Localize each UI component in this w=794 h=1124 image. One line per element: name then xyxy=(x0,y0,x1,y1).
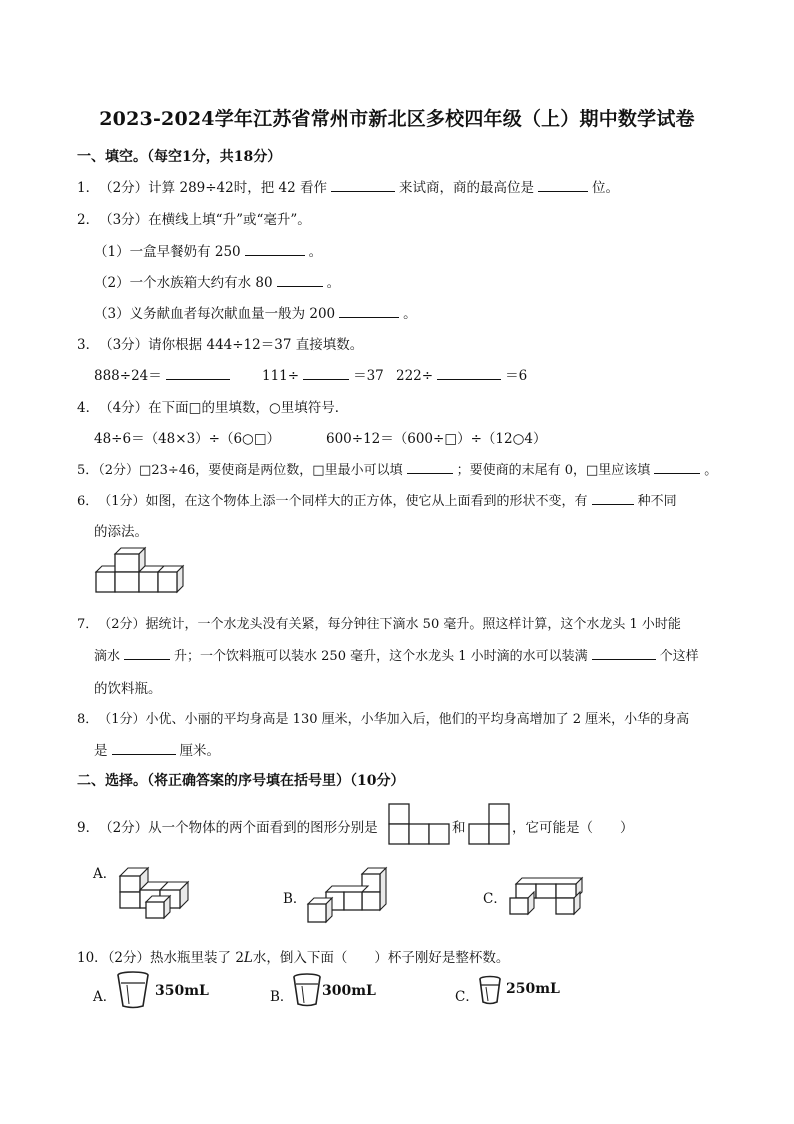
question-9-view-1 xyxy=(388,803,452,845)
question-6-cont: 的添法。 xyxy=(94,524,148,540)
answer-blank[interactable] xyxy=(592,647,656,660)
question-9-text-a: 9．（2分）从一个物体的两个面看到的图形分别是 xyxy=(77,820,378,836)
cup-b-label: 300mL xyxy=(322,983,376,999)
answer-blank[interactable] xyxy=(654,461,700,474)
answer-blank[interactable] xyxy=(124,647,170,660)
option-c-figure[interactable] xyxy=(508,878,584,916)
question-4-expression-1: 48÷6＝（48×3）÷（6○□） xyxy=(94,431,281,447)
question-3-expression-3: 222÷ ＝6 xyxy=(396,368,528,384)
cup-a-label: 350mL xyxy=(155,983,209,999)
question-8: 8．（1分）小优、小丽的平均身高是 130 厘米，小华加入后，他们的平均身高增加了 2 厘米，小华的身高 xyxy=(77,712,690,727)
answer-blank[interactable] xyxy=(538,179,588,192)
option-c-label[interactable]: C． xyxy=(483,891,507,907)
option-b-label[interactable]: B． xyxy=(283,891,307,907)
cup-c-label: 250mL xyxy=(506,981,560,997)
section-heading-fill: 一、填空。（每空1分，共18分） xyxy=(77,149,282,165)
cup-icon[interactable] xyxy=(116,971,150,1009)
page-title: 2023-2024学年江苏省常州市新北区多校四年级（上）期中数学试卷 xyxy=(99,108,695,130)
question-9-text-b: ，它可能是（ ） xyxy=(512,820,634,836)
question-5: 5．（2分）□23÷46，要使商是两位数，□里最小可以填 ；要使商的末尾有 0，□里应该填 。 xyxy=(77,463,718,478)
question-8-cont: 是 厘米。 xyxy=(94,743,220,759)
question-9-view-2 xyxy=(468,803,512,845)
question-3: 3．（3分）请你根据 444÷12＝37 直接填数。 xyxy=(77,337,364,353)
option-b-label[interactable]: B． xyxy=(270,989,294,1005)
question-2-part-1: （1）一盒早餐奶有 250 。 xyxy=(94,244,323,260)
answer-blank[interactable] xyxy=(277,274,323,287)
question-9-and: 和 xyxy=(452,820,466,836)
question-3-expression-1: 888÷24＝ xyxy=(94,364,234,384)
question-7-cont-2: 的饮料瓶。 xyxy=(94,681,162,697)
cup-icon[interactable] xyxy=(292,973,322,1007)
answer-blank[interactable] xyxy=(339,305,399,318)
question-6: 6．（1分）如图，在这个物体上添一个同样大的正方体，使它从上面看到的形状不变，有 种不同 xyxy=(77,494,677,509)
question-1: 1．（2分）计算 289÷42时，把 42 看作 来试商，商的最高位是 位。 xyxy=(77,180,619,196)
answer-blank[interactable] xyxy=(592,492,634,505)
answer-blank[interactable] xyxy=(331,179,395,192)
answer-blank[interactable] xyxy=(112,742,176,755)
option-b-figure[interactable] xyxy=(306,866,388,926)
cup-icon[interactable] xyxy=(478,975,502,1005)
question-7-cont: 滴水 升；一个饮料瓶可以装水 250 毫升，这个水龙头 1 小时滴的水可以装满 个这样 xyxy=(94,649,699,664)
question-6-cube-figure xyxy=(96,548,188,596)
question-4-expression-2: 600÷12＝（600÷□）÷（12○4） xyxy=(326,431,547,447)
question-4: 4．（4分）在下面□的里填数，○里填符号． xyxy=(77,400,349,416)
answer-blank[interactable] xyxy=(437,367,501,380)
question-2-part-2: （2）一个水族箱大约有水 80 。 xyxy=(94,275,341,291)
section-heading-choice: 二、选择。（将正确答案的序号填在括号里）（10分） xyxy=(77,773,405,789)
answer-blank[interactable] xyxy=(166,367,230,380)
answer-blank[interactable] xyxy=(303,367,349,380)
question-2-part-3: （3）义务献血者每次献血量一般为 200 。 xyxy=(94,306,417,322)
option-a-figure[interactable] xyxy=(118,868,190,920)
question-7: 7．（2分）据统计，一个水龙头没有关紧，每分钟往下滴水 50 毫升。照这样计算，这个水龙头 1 小时能 xyxy=(77,617,681,632)
question-10: 10．（2分）热水瓶里装了 2L水，倒入下面（ ）杯子刚好是整杯数。 xyxy=(77,950,510,966)
question-2: 2．（3分）在横线上填“升”或“毫升”。 xyxy=(77,212,311,228)
option-c-label[interactable]: C． xyxy=(455,989,479,1005)
cube-structure xyxy=(96,548,183,592)
option-a-label[interactable]: A． xyxy=(93,989,117,1005)
option-a-label[interactable]: A． xyxy=(93,866,117,882)
question-3-expression-2: 111÷ ＝37 xyxy=(262,368,384,384)
answer-blank[interactable] xyxy=(245,243,305,256)
answer-blank[interactable] xyxy=(407,461,453,474)
